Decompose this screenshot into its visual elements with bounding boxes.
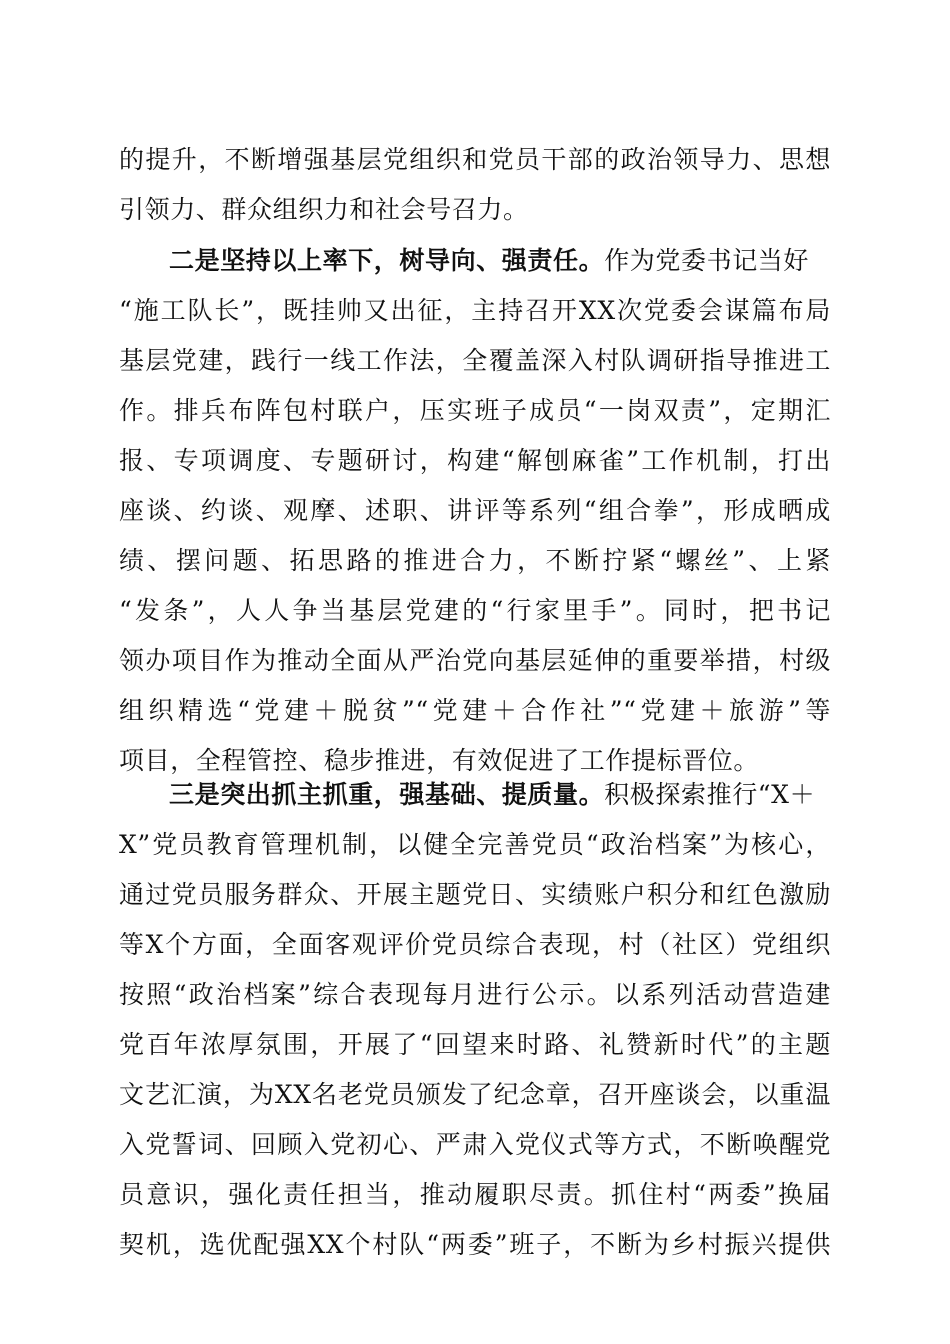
text-line: 文艺汇演，为XX名老党员颁发了纪念章，召开座谈会，以重温 bbox=[119, 1080, 831, 1109]
text-run: 作为党委书记当好 bbox=[604, 246, 810, 275]
text-line: 员意识，强化责任担当，推动履职尽责。抓住村“两委”换届 bbox=[119, 1180, 831, 1209]
text-run: 积极探索推行“X＋ bbox=[604, 780, 816, 809]
paragraph-first-line bbox=[119, 236, 831, 286]
paragraph-first-line bbox=[119, 770, 831, 820]
text-line: 入党誓词、回顾入党初心、严肃入党仪式等方式，不断唤醒党 bbox=[119, 1130, 831, 1159]
text-line: 引领力、群众组织力和社会号召力。 bbox=[119, 195, 529, 224]
text-line: 按照“政治档案”综合表现每月进行公示。以系列活动营造建 bbox=[119, 980, 831, 1009]
text-line: 等X个方面，全面客观评价党员综合表现，村（社区）党组织 bbox=[119, 930, 831, 959]
text-line: 组织精选“党建＋脱贫”“党建＋合作社”“党建＋旅游”等 bbox=[119, 696, 831, 725]
text-line: 基层党建，践行一线工作法，全覆盖深入村队调研指导推进工 bbox=[119, 346, 831, 375]
paragraph-2 bbox=[119, 236, 831, 786]
paragraph-3 bbox=[119, 770, 831, 1270]
paragraph-heading: 二是坚持以上率下，树导向、强责任。 bbox=[169, 246, 605, 275]
text-line: 作。排兵布阵包村联户，压实班子成员“一岗双责”，定期汇 bbox=[119, 396, 831, 425]
text-line: 领办项目作为推动全面从严治党向基层延伸的重要举措，村级 bbox=[119, 646, 831, 675]
text-line: “施工队长”，既挂帅又出征，主持召开XX次党委会谋篇布局 bbox=[119, 296, 831, 325]
text-line: “发条”，人人争当基层党建的“行家里手”。同时，把书记 bbox=[119, 596, 831, 625]
text-line: 契机，选优配强XX个村队“两委”班子，不断为乡村振兴提供 bbox=[119, 1230, 831, 1259]
paragraph-1 bbox=[119, 135, 831, 235]
text-line: 项目，全程管控、稳步推进，有效促进了工作提标晋位。 bbox=[119, 746, 760, 775]
text-line: 座谈、约谈、观摩、述职、讲评等系列“组合拳”，形成晒成 bbox=[119, 496, 831, 525]
text-line: 绩、摆问题、拓思路的推进合力，不断拧紧“螺丝”、上紧 bbox=[119, 546, 831, 575]
paragraph-heading: 三是突出抓主抓重，强基础、提质量。 bbox=[169, 780, 605, 809]
text-line: 报、专项调度、专题研讨，构建“解刨麻雀”工作机制，打出 bbox=[119, 446, 831, 475]
text-line: 的提升，不断增强基层党组织和党员干部的政治领导力、思想 bbox=[119, 145, 831, 174]
text-line: 党百年浓厚氛围，开展了“回望来时路、礼赞新时代”的主题 bbox=[119, 1030, 831, 1059]
text-line: X”党员教育管理机制，以健全完善党员“政治档案”为核心， bbox=[119, 830, 831, 859]
text-line: 通过党员服务群众、开展主题党日、实绩账户积分和红色激励 bbox=[119, 880, 831, 909]
